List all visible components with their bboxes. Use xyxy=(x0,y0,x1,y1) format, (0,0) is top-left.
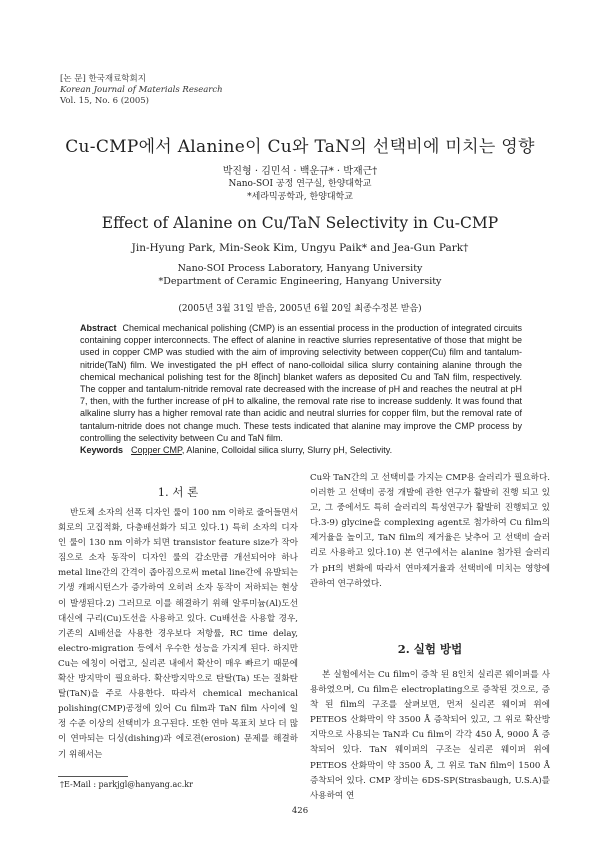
abstract-text: Chemical mechanical polishing (CMP) is an essential process in the production of integrated circuits containing copper interconnects. The effect of alanine in reactive slurries representative of those that might be used in copper CMP was studied with the aim of improving selectivity between copper(Cu) film and tantalum-nitride(TaN) film. We investigated the pH effect of nano-colloidal silica slurry containing alanine through the chemical mechanical polishing test for the 8[inch] blanket wafers as deposited Cu and TaN film, respectively. The copper and tantalum-nitride removal rate decreased with the increase of pH and reaches the neutral at pH 7, then, with the further increase of pH to alkaline, the removal rate rise to increase suddenly. It was found that alkaline slurry has a higher removal rate than acidic and neutral slurries for copper film, but the removal rate of tantalum-nitride does not change much. These tests indicated that alanine may improve the CMP process by controlling the selectivity between Cu and TaN film. xyxy=(80,323,522,443)
keyword-first: Copper CMP xyxy=(131,445,182,455)
section-1-paragraph-2: Cu와 TaN간의 고 선택비를 가지는 CMP용 슬러리가 필요하다. 이러한 고 선택비 공정 개발에 관한 연구가 활발히 진행 되고 있고, 그 중에서도 특히 슬러리의 특성연구가 활발히 진행되고 있다.3-9) glycine을 complexing agent로 첨가하여 Cu film의 제거율을 높이고, TaN film의 제거율은 낮추어 고 선택비 슬러리로 사용하고 있다.10) 본 연구에서는 alanine 첨가된 슬러리가 pH의 변화에 따라서 연마제거율과 선택비에 미치는 영향에 관하여 연구하였다. xyxy=(310,473,550,589)
right-column-top xyxy=(310,471,550,592)
journal-volume: Vol. 15, No. 6 (2005) xyxy=(60,96,150,106)
korean-affiliation-1: Nano-SOI 공정 연구실, 한양대학교 xyxy=(228,179,372,189)
english-authors: Jin-Hyung Park, Min-Seok Kim, Ungyu Paik* and Jea-Gun Park† xyxy=(131,242,469,254)
korean-affiliation-2: *세라믹공학과, 한양대학교 xyxy=(247,192,353,202)
keywords-label: Keywords xyxy=(80,445,124,455)
journal-type: [논 문] 한국재료학회지 xyxy=(60,74,146,84)
footnote-email: †E-Mail : parkjgl@hanyang.ac.kr xyxy=(60,780,193,789)
footnote-divider xyxy=(58,776,128,777)
left-column xyxy=(58,506,298,763)
english-affiliation-2: *Department of Ceramic Engineering, Hanyang University xyxy=(158,276,442,287)
journal-name: Korean Journal of Materials Research xyxy=(60,85,223,95)
keywords-rest: , Alanine, Colloidal silica slurry, Slurry pH, Selectivity. xyxy=(181,445,393,455)
keywords xyxy=(80,445,522,455)
section-2-paragraph-1: 본 실험에서는 Cu film이 증착 된 8인치 실리콘 웨이퍼를 사용하였으며, Cu film은 electroplating으로 증착된 것으로, 증착 된 film의 구조를 살펴보면, 먼저 실리콘 웨이퍼 위에 PETEOS 산화막이 약 3500 Å 증착되어 있고, 그 위로 확산방지막으로 사용되는 TaN과 Cu film이 각각 450 Å, 9000 Å 증착되어 있다. TaN 웨이퍼의 구조는 실리콘 웨이퍼 위에 PETEOS 산화막이 약 3500 Å, 그 위로 TaN film이 1500 Å 증착되어 있다. CMP 장비는 6DS-SP(Strasbaugh, U.S.A)를 사용하여 연 xyxy=(310,670,550,801)
abstract xyxy=(80,322,522,444)
english-title: Effect of Alanine on Cu/TaN Selectivity in Cu-CMP xyxy=(101,214,499,232)
section-2-heading: 2. 실험 방법 xyxy=(397,642,463,656)
section-1-heading: 1. 서 론 xyxy=(157,485,199,499)
section-1-paragraph-1: 반도체 소자의 선폭 디자인 룰이 100 nm 이하로 줄어들면서 회로의 고집적화, 다층배선화가 되고 있다.1) 특히 소자의 디자인 룰이 130 nm 이하가 되면 transistor feature size가 작아짐으로 소자 동작이 디자인 룰의 감소만큼 개선되어야 하나 metal line간의 간격이 좁아짐으로써 metal line간에 유발되는 기생 캐패시턴스가 증가하여 오히려 소자 동작이 저하되는 현상이 발생된다.2) 그러므로 이를 해결하기 위해 알루미늄(Al)도선 대신에 구리(Cu)도선을 사용하고 있다. Cu배선을 사용할 경우, 기존의 Al배선을 사용한 경우보다 저항률, RC time delay, electro-migration 등에서 우수한 성능을 가지게 된다. 하지만 Cu는 에칭이 어렵고, 실리콘 내에서 확산이 매우 빠르기 때문에 확산 방지막이 필요하다. 확산방지막으로 탄탈(Ta) 또는 질화탄탈(TaN)을 주로 사용한다. 따라서 chemical mechanical polishing(CMP)공정에 있어 Cu film과 TaN film 사이에 일정 수준 이상의 선택비가 요구된다. 또한 연마 목표치 보다 더 많이 연마되는 디싱(dishing)과 에로젼(erosion) 문제를 해결하기 위해서는 xyxy=(58,508,298,760)
abstract-label: Abstract xyxy=(80,323,117,333)
right-column-bottom xyxy=(310,668,550,804)
korean-authors: 박진형 · 김민석 · 백운규* · 박재근† xyxy=(222,166,378,177)
received-dates: (2005년 3월 31일 받음, 2005년 6월 20일 최종수정본 받음) xyxy=(178,304,422,314)
korean-affiliations xyxy=(0,178,600,204)
korean-title: Cu-CMP에서 Alanine이 Cu와 TaN의 선택비에 미치는 영향 xyxy=(65,137,535,157)
journal-header xyxy=(60,74,223,107)
page-number: 426 xyxy=(291,806,309,816)
english-affiliations xyxy=(0,262,600,288)
english-affiliation-1: Nano-SOI Process Laboratory, Hanyang University xyxy=(177,263,423,274)
